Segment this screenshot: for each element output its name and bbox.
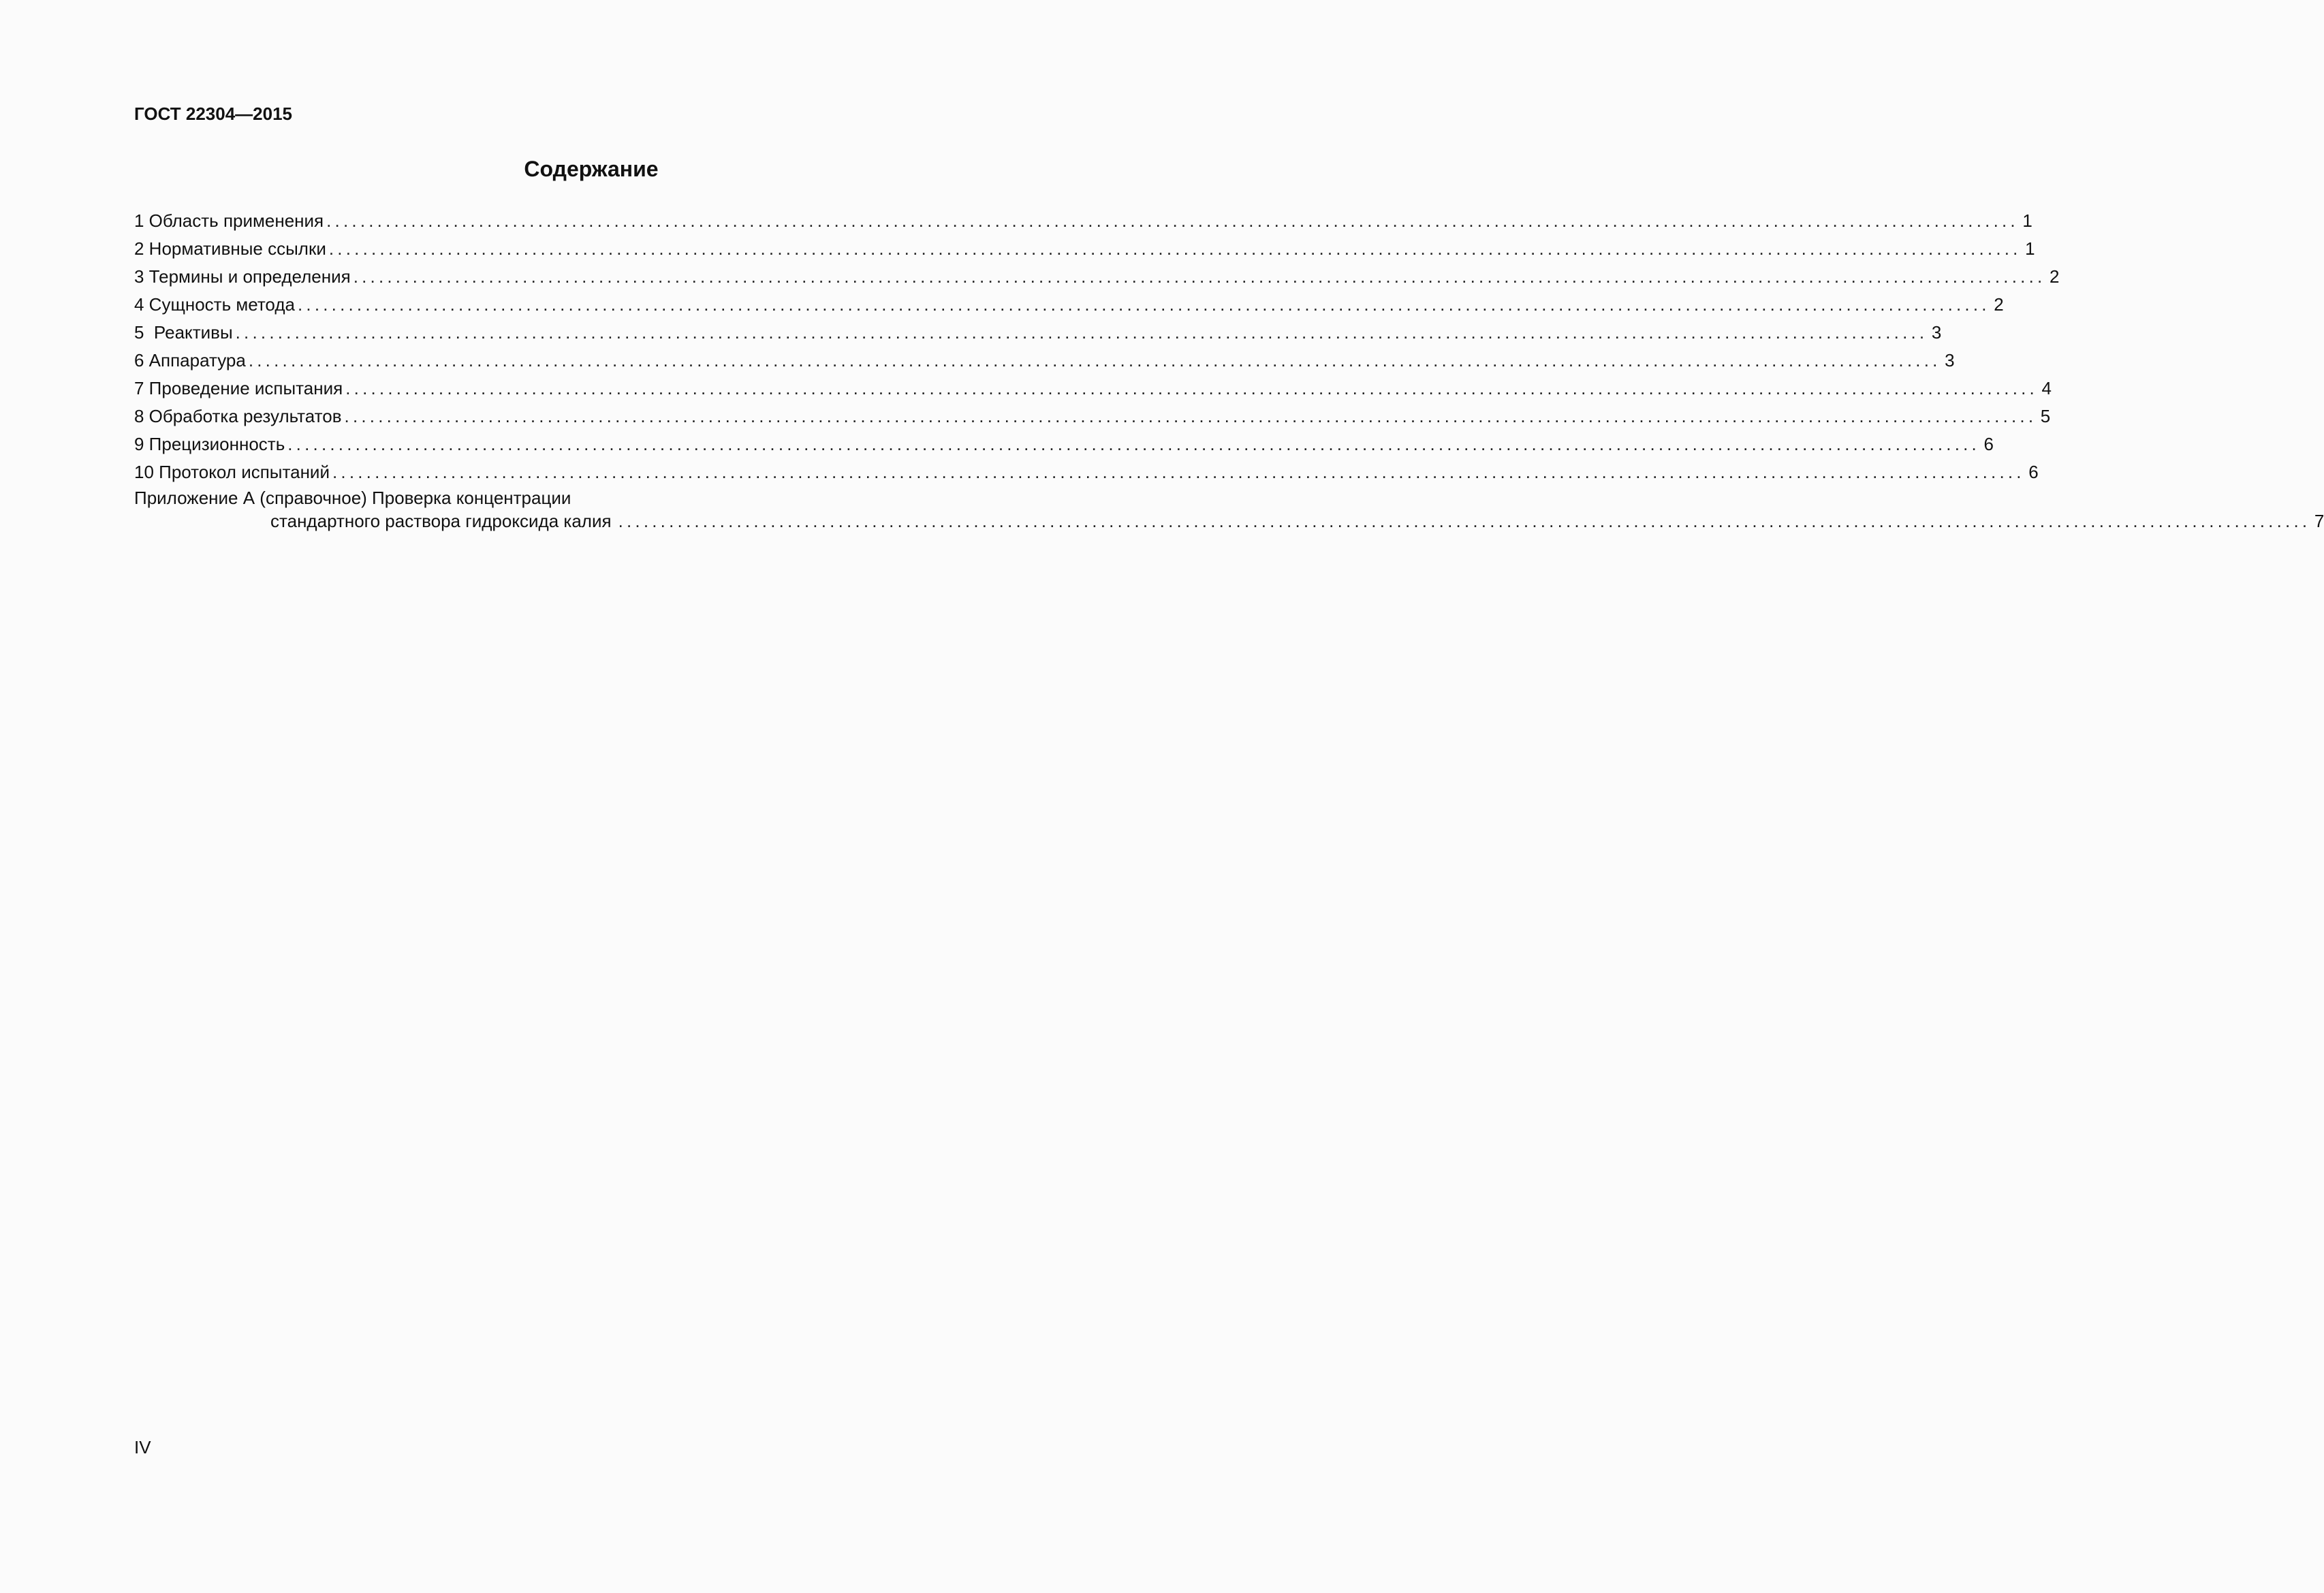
toc-entry-page: 5 <box>2040 406 2051 426</box>
toc-entry-label: 7 Проведение испытания <box>134 378 343 398</box>
dot-leader: ........................................................................................................................................................................................................ <box>297 294 1990 315</box>
toc-entry-label: 9 Прецизионность <box>134 434 285 454</box>
toc-entry-terms-definitions[interactable] <box>134 263 2060 291</box>
toc-entry-page: 3 <box>1945 350 1955 370</box>
toc-entry-appendix-a[interactable] <box>134 486 2324 533</box>
toc-entry-page: 7 <box>2314 511 2324 531</box>
toc-entry-apparatus[interactable] <box>134 347 1955 375</box>
toc-entry-label: 6 Аппаратура <box>134 350 246 370</box>
toc-entry-method-essence[interactable] <box>134 291 2004 319</box>
dot-leader: ........................................................................................................................................................................................................ <box>353 266 2046 287</box>
dot-leader: ........................................................................................................................................................................................................ <box>287 434 1980 454</box>
dot-leader: ........................................................................................................................................................................................................ <box>326 210 2019 231</box>
toc-entry-label: 8 Обработка результатов <box>134 406 342 426</box>
toc-entry-label: 1 Область применения <box>134 210 324 231</box>
toc-entry-normative-references[interactable] <box>134 235 2035 263</box>
dot-leader: ........................................................................................................................................................................................................ <box>618 511 2311 531</box>
toc-entry-test-procedure[interactable] <box>134 375 2052 403</box>
toc-entry-label: 5 Реактивы <box>134 322 233 343</box>
toc-entry-page: 1 <box>2022 210 2032 231</box>
toc-entry-test-report[interactable] <box>134 458 2039 486</box>
toc-appendix-title-line2: стандартного раствора гидроксида калия <box>270 511 612 531</box>
dot-leader: ........................................................................................................................................................................................................ <box>332 462 2025 482</box>
toc-entry-page: 3 <box>1931 322 1942 343</box>
dot-leader: ........................................................................................................................................................................................................ <box>235 322 1928 343</box>
toc-entry-reagents[interactable] <box>134 319 1942 347</box>
toc-appendix-title-line2-row <box>134 509 2324 533</box>
toc-entry-precision[interactable] <box>134 430 1994 458</box>
toc-entry-page: 4 <box>2041 378 2052 398</box>
toc-entry-label: 4 Сущность метода <box>134 294 295 315</box>
toc-entry-scope[interactable] <box>134 207 2032 235</box>
table-of-contents <box>134 207 2324 533</box>
toc-entry-page: 6 <box>1983 434 1994 454</box>
dot-leader: ........................................................................................................................................................................................................ <box>248 350 1941 370</box>
toc-entry-page: 1 <box>2025 238 2035 259</box>
toc-entry-results-processing[interactable] <box>134 403 2051 430</box>
toc-appendix-title-line1: Приложение А (справочное) Проверка концентрации <box>134 488 571 508</box>
toc-entry-label: 2 Нормативные ссылки <box>134 238 326 259</box>
page-number: IV <box>134 1437 151 1457</box>
toc-entry-label: 3 Термины и определения <box>134 266 351 287</box>
toc-title: Содержание <box>524 157 659 181</box>
toc-entry-page: 2 <box>1994 294 2004 315</box>
toc-entry-page: 6 <box>2028 462 2039 482</box>
dot-leader: ........................................................................................................................................................................................................ <box>344 406 2037 426</box>
toc-entry-page: 2 <box>2049 266 2060 287</box>
dot-leader: ........................................................................................................................................................................................................ <box>345 378 2038 398</box>
toc-entry-label: 10 Протокол испытаний <box>134 462 330 482</box>
document-code: ГОСТ 22304—2015 <box>134 104 292 124</box>
dot-leader: ........................................................................................................................................................................................................ <box>328 238 2022 259</box>
